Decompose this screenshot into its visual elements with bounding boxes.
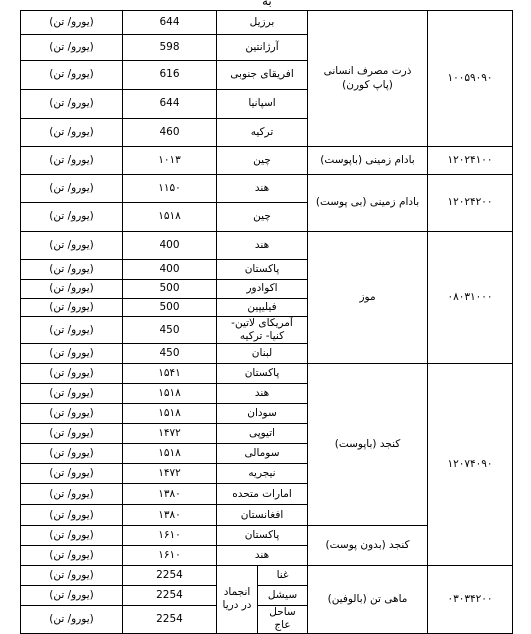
country-cell: نیجریه <box>217 464 308 484</box>
country-cell: افغانستان <box>217 505 308 526</box>
price-cell: 400 <box>123 232 217 260</box>
unit-cell: (یورو/ تن) <box>21 526 123 546</box>
country-cell: ساحل عاج <box>258 606 308 633</box>
country-cell: آرژانتین <box>217 35 308 61</box>
country-cell: سیشل <box>258 586 308 606</box>
unit-cell: (یورو/ تن) <box>21 424 123 444</box>
price-cell: 500 <box>123 299 217 317</box>
unit-cell: (یورو/ تن) <box>21 546 123 566</box>
table-row <box>21 364 513 384</box>
country-cell: افریقای جنوبی <box>217 61 308 90</box>
country-cell: ترکیه <box>217 119 308 147</box>
unit-cell: (یورو/ تن) <box>21 505 123 526</box>
price-cell: 644 <box>123 11 217 35</box>
unit-cell: (یورو/ تن) <box>21 444 123 464</box>
country-cell: برزیل <box>217 11 308 35</box>
unit-cell: (یورو/ تن) <box>21 606 123 633</box>
unit-cell: (یورو/ تن) <box>21 404 123 424</box>
country-cell: آمریکای لاتین- کنیا- ترکیه <box>217 317 308 344</box>
country-cell: هند <box>217 232 308 260</box>
price-cell: 2254 <box>123 606 217 633</box>
price-cell: ۱۴۷۲ <box>123 464 217 484</box>
hs-code-cell: ۱۲۰۲۴۲۰۰ <box>428 175 513 232</box>
country-cell: اتیوپی <box>217 424 308 444</box>
price-cell: ۱۱۵۰ <box>123 175 217 203</box>
header-fragment-right: ﺑﻪ <box>262 0 272 8</box>
table-row <box>21 147 513 175</box>
hs-code-cell: ۱۰۰۵۹۰۹۰ <box>428 11 513 147</box>
price-cell: ۱۰۱۳ <box>123 147 217 175</box>
price-cell: ۱۴۷۲ <box>123 424 217 444</box>
price-cell: ۱۵۱۸ <box>123 384 217 404</box>
product-name-cell: موز <box>308 232 428 364</box>
country-cell: اسپانیا <box>217 90 308 119</box>
price-cell: ۱۵۴۱ <box>123 364 217 384</box>
unit-cell: (یورو/ تن) <box>21 364 123 384</box>
page-header-fragment <box>0 0 531 9</box>
hs-code-cell: ۰۳۰۳۴۲۰۰ <box>428 566 513 633</box>
price-cell: ۱۵۱۸ <box>123 203 217 232</box>
country-cell: پاکستان <box>217 260 308 280</box>
country-cell: فیلیپین <box>217 299 308 317</box>
product-name-cell: بادام زمینی (باپوست) <box>308 147 428 175</box>
product-name-cell: ماهی تن (بالوفین) <box>308 566 428 633</box>
price-cell: 616 <box>123 61 217 90</box>
price-cell: 460 <box>123 119 217 147</box>
hs-code-cell: ۱۲۰۲۴۱۰۰ <box>428 147 513 175</box>
price-cell: ۱۶۱۰ <box>123 526 217 546</box>
country-cell: اکوادور <box>217 280 308 299</box>
product-name-cell: بادام زمینی (بی پوست) <box>308 175 428 232</box>
table-row <box>21 232 513 260</box>
price-cell: 450 <box>123 317 217 344</box>
price-cell: 644 <box>123 90 217 119</box>
country-cell: چین <box>217 147 308 175</box>
hs-code-cell: ۱۲۰۷۴۰۹۰ <box>428 364 513 566</box>
unit-cell: (یورو/ تن) <box>21 232 123 260</box>
price-cell: 2254 <box>123 566 217 586</box>
unit-cell: (یورو/ تن) <box>21 586 123 606</box>
price-cell: 2254 <box>123 586 217 606</box>
country-cell: هند <box>217 175 308 203</box>
price-cell: 400 <box>123 260 217 280</box>
unit-cell: (یورو/ تن) <box>21 90 123 119</box>
country-cell: سومالی <box>217 444 308 464</box>
unit-cell: (یورو/ تن) <box>21 203 123 232</box>
unit-cell: (یورو/ تن) <box>21 35 123 61</box>
unit-cell: (یورو/ تن) <box>21 119 123 147</box>
product-name-cell: ذرت مصرف انسانی (پاپ کورن) <box>308 11 428 147</box>
price-cell: ۱۳۸۰ <box>123 505 217 526</box>
unit-cell: (یورو/ تن) <box>21 464 123 484</box>
price-cell: 598 <box>123 35 217 61</box>
unit-cell: (یورو/ تن) <box>21 175 123 203</box>
table-row <box>21 566 513 586</box>
country-cell: لبنان <box>217 344 308 364</box>
tariff-table <box>20 10 513 634</box>
unit-cell: (یورو/ تن) <box>21 280 123 299</box>
unit-cell: (یورو/ تن) <box>21 566 123 586</box>
price-cell: ۱۳۸۰ <box>123 484 217 505</box>
unit-cell: (یورو/ تن) <box>21 317 123 344</box>
country-cell: امارات متحده <box>217 484 308 505</box>
price-cell: 500 <box>123 280 217 299</box>
unit-cell: (یورو/ تن) <box>21 484 123 505</box>
country-cell: پاکستان <box>217 526 308 546</box>
price-cell: 450 <box>123 344 217 364</box>
price-cell: ۱۶۱۰ <box>123 546 217 566</box>
unit-cell: (یورو/ تن) <box>21 344 123 364</box>
unit-cell: (یورو/ تن) <box>21 147 123 175</box>
price-cell: ۱۵۱۸ <box>123 444 217 464</box>
table-row <box>21 11 513 35</box>
country-cell: سودان <box>217 404 308 424</box>
country-cell: پاکستان <box>217 364 308 384</box>
product-name-cell: کنجد (بدون پوست) <box>308 526 428 566</box>
unit-cell: (یورو/ تن) <box>21 260 123 280</box>
country-cell: هند <box>217 546 308 566</box>
country-cell: چین <box>217 203 308 232</box>
price-cell: ۱۵۱۸ <box>123 404 217 424</box>
hs-code-cell: ۰۸۰۳۱۰۰۰ <box>428 232 513 364</box>
processing-note-cell: انجماد در دریا <box>217 566 258 633</box>
unit-cell: (یورو/ تن) <box>21 61 123 90</box>
unit-cell: (یورو/ تن) <box>21 299 123 317</box>
country-cell: غنا <box>258 566 308 586</box>
unit-cell: (یورو/ تن) <box>21 384 123 404</box>
country-cell: هند <box>217 384 308 404</box>
table-row <box>21 175 513 203</box>
unit-cell: (یورو/ تن) <box>21 11 123 35</box>
product-name-cell: کنجد (باپوست) <box>308 364 428 526</box>
